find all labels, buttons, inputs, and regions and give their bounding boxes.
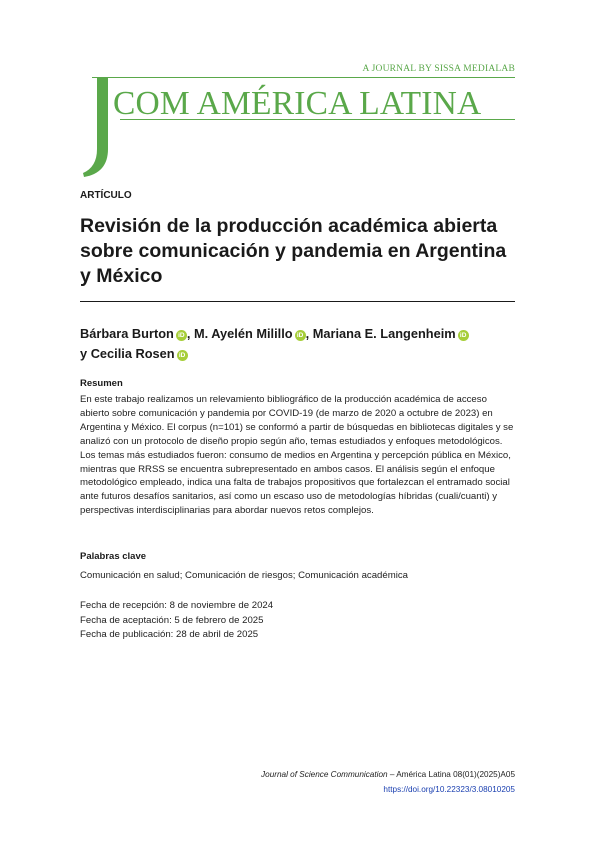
orcid-icon[interactable]: iD <box>295 330 306 341</box>
title-divider <box>80 301 515 302</box>
journal-tagline: A JOURNAL BY SISSA MEDIALAB <box>362 64 515 74</box>
page-footer <box>261 768 515 797</box>
keywords-text: Comunicación en salud; Comunicación de riesgos; Comunicación académica <box>80 570 408 581</box>
keywords-heading: Palabras clave <box>80 551 147 562</box>
author-name[interactable]: Mariana E. Langenheim <box>312 326 456 341</box>
author-name[interactable]: Bárbara Burton <box>80 326 174 341</box>
abstract-text: En este trabajo realizamos un relevamiento bibliográfico de la producción académica de acceso abierto sobre comunicación y pandemia por COVID-19 (de marzo de 2020 a octubre de 2023) en Argentina y México. El corpus (n=101) se conformó a partir de búsquedas en bibliotecas digitales y se analizó con un protocolo de diseño propio según año, temas estudiados y enfoques metodológicos. Los temas más estudiados fueron: consumo de medios en Argentina y percepción pública en México, mientras que RRSS se encuentra subrepresentado en ambos casos. El análisis según el enfoque metodológico empleado, indica una falta de trabajos propositivos que fortalezcan el entramado social ante futuros desafíos sanitarios, así como un escaso uso de metodologías híbridas (cuali/cuanti) y perspectivas interdisciplinarias para abordar nuevos retos complejos. <box>80 394 514 517</box>
footer-citation <box>261 768 515 783</box>
masthead-rule-top <box>92 77 515 78</box>
publication-dates <box>80 599 273 643</box>
author-name[interactable]: M. Ayelén Milillo <box>193 326 293 341</box>
orcid-icon[interactable]: iD <box>177 350 188 361</box>
author-conjunction: y <box>80 346 91 361</box>
journal-logo-text: COM AMÉRICA LATINA <box>113 85 482 122</box>
date-received: Fecha de recepción: 8 de noviembre de 2024 <box>80 600 274 611</box>
date-accepted: Fecha de aceptación: 5 de febrero de 2025 <box>80 614 264 626</box>
orcid-icon[interactable]: iD <box>176 330 187 341</box>
section-label: ARTÍCULO <box>80 190 132 201</box>
author-name[interactable]: Cecilia Rosen <box>90 346 175 361</box>
abstract-heading: Resumen <box>80 378 123 389</box>
doi-link[interactable]: https://doi.org/10.22323/3.08010205 <box>383 784 515 794</box>
masthead-rule-bottom <box>120 119 515 120</box>
date-published: Fecha de publicación: 28 de abril de 2025 <box>80 629 259 641</box>
journal-logo-j-icon <box>80 69 114 179</box>
footer-volume: – América Latina 08(01)(2025)A05 <box>387 770 515 779</box>
article-title: Revisión de la producción académica abierta sobre comunicación y pandemia en Argentina y México <box>80 215 507 287</box>
author-separator: , <box>186 326 194 341</box>
footer-journal-name: Journal of Science Communication <box>261 770 388 779</box>
orcid-icon[interactable]: iD <box>458 330 469 341</box>
author-list <box>80 324 520 364</box>
author-separator: , <box>305 326 313 341</box>
